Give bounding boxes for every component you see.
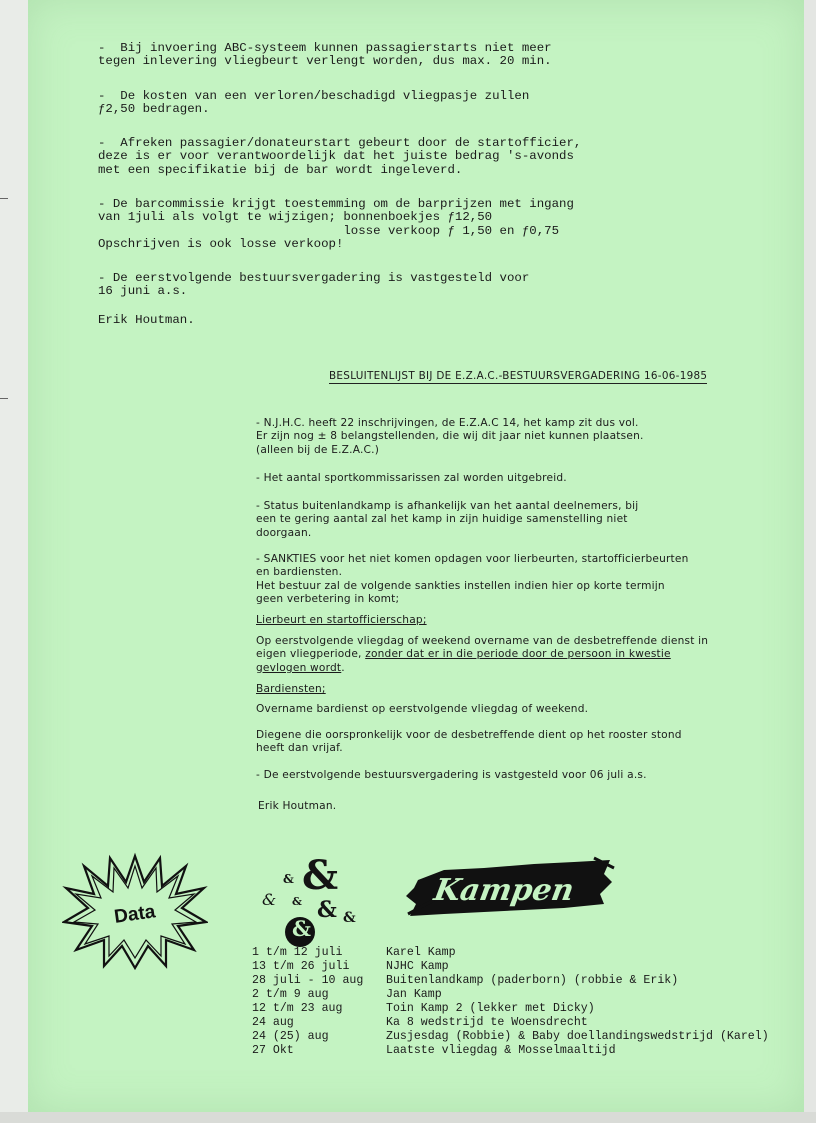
schedule-event: Laatste vliegdag & Mosselmaaltijd [386, 1044, 616, 1057]
ampersand-decoration: & [262, 890, 277, 909]
ampersand-decoration: & [317, 897, 337, 923]
schedule-event: Karel Kamp [386, 946, 456, 959]
paper-edge [804, 0, 816, 1123]
section-title: BESLUITENLIJST BIJ DE E.Z.A.C.-BESTUURSVERGADERING 16-06-1985 [329, 370, 708, 382]
signature: Erik Houtman. [258, 800, 337, 812]
schedule-date: 13 t/m 26 juli [252, 960, 350, 973]
schedule-event: Ka 8 wedstrijd te Woensdrecht [386, 1016, 588, 1029]
signature: Erik Houtman. [98, 313, 195, 327]
schedule-event: Toin Kamp 2 (lekker met Dicky) [386, 1002, 595, 1015]
ampersand-decoration: & [302, 852, 339, 899]
schedule-events [386, 946, 769, 1058]
data-starburst-badge [62, 852, 208, 970]
ampersand-decoration: & [343, 910, 356, 926]
decision-item: - Bij invoering ABC-systeem kunnen passagierstarts niet meer tegen inlevering vliegbeurt verlengt worden, dus max. 20 min. [98, 41, 552, 69]
page-bottom-edge [0, 1112, 816, 1123]
decision-item: - Het aantal sportkommissarissen zal worden uitgebreid. [256, 472, 567, 484]
lier-heading: Lierbeurt en startofficierschap; [256, 614, 427, 626]
punch-mark [0, 198, 8, 199]
schedule-date: 27 Okt [252, 1044, 294, 1057]
bar-text: Diegene die oorspronkelijk voor de desbetreffende dient op het rooster stond heeft dan vrijaf. [256, 729, 682, 755]
decision-item: - N.J.H.C. heeft 22 inschrijvingen, de E.Z.A.C 14, het kamp zit dus vol. Er zijn nog ± 8 belangstellenden, die wij dit jaar niet kunnen plaatsen. (alleen bij de E.Z.A.C.) [256, 417, 644, 456]
decision-item: - De kosten van een verloren/beschadigd vliegpasje zullen ƒ2,50 bedragen. [98, 89, 530, 117]
kampen-badge-label: Kampen [431, 873, 577, 908]
decision-item: - De eerstvolgende bestuursvergadering is vastgesteld voor 16 juni a.s. [98, 271, 530, 299]
lier-text: Op eerstvolgende vliegdag of weekend overname van de desbetreffende dienst in eigen vliegperiode, zonder dat er in die periode door de persoon in kwestie gevlogen wordt. [256, 635, 709, 674]
schedule-dates [252, 946, 363, 1058]
ampersand-decoration: & [292, 916, 311, 941]
decision-item: - Afreken passagier/donateurstart gebeurt door de startofficier, deze is er voor verantwoordelijk dat het juiste bedrag 's-avonds met een specifikatie bij de bar wordt ingeleverd. [98, 136, 582, 177]
decision-item: - SANKTIES voor het niet komen opdagen voor lierbeurten, startofficierbeurten en bardiensten. Het bestuur zal de volgende sankties instellen indien hier op korte termijn geen verbetering in komt; [256, 553, 689, 606]
decision-item: - De eerstvolgende bestuursvergadering is vastgesteld voor 06 juli a.s. [256, 769, 647, 781]
schedule-event: NJHC Kamp [386, 960, 449, 973]
bar-text: Overname bardienst op eerstvolgende vliegdag of weekend. [256, 703, 589, 715]
lier-text-underlined: gevlogen wordt [256, 661, 342, 674]
schedule-date: 2 t/m 9 aug [252, 988, 329, 1001]
data-badge-label: Data [112, 901, 157, 928]
schedule-event: Zusjesdag (Robbie) & Baby doellandingswedstrijd (Karel) [386, 1030, 769, 1043]
bar-heading: Bardiensten; [256, 683, 326, 695]
punch-mark [0, 398, 8, 399]
schedule-event: Jan Kamp [386, 988, 442, 1001]
schedule-date: 12 t/m 23 aug [252, 1002, 343, 1015]
schedule-date: 28 juli - 10 aug [252, 974, 364, 987]
lier-text-underlined: zonder dat er in die periode door de persoon in kwestie [365, 648, 671, 661]
schedule-date: 24 (25) aug [252, 1030, 329, 1043]
decision-item: - De barcommissie krijgt toestemming om de barprijzen met ingang van 1juli als volgt te wijzigen; bonnenboekjes ƒ12,50 losse verkoop ƒ 1,50 en ƒ0,75 Opschrijven is ook losse verkoop! [98, 197, 574, 252]
decision-item: - Status buitenlandkamp is afhankelijk van het aantal deelnemers, bij een te gering aantal zal het kamp in zijn huidige samenstelling niet doorgaan. [256, 500, 639, 539]
ampersand-decoration: & [292, 895, 302, 908]
schedule-date: 1 t/m 12 juli [252, 946, 343, 959]
ampersand-decoration: & [283, 872, 294, 886]
schedule-event: Buitenlandkamp (paderborn) (robbie & Erik) [386, 974, 679, 987]
schedule-date: 24 aug [252, 1016, 294, 1029]
kampen-brush-badge [404, 856, 616, 918]
